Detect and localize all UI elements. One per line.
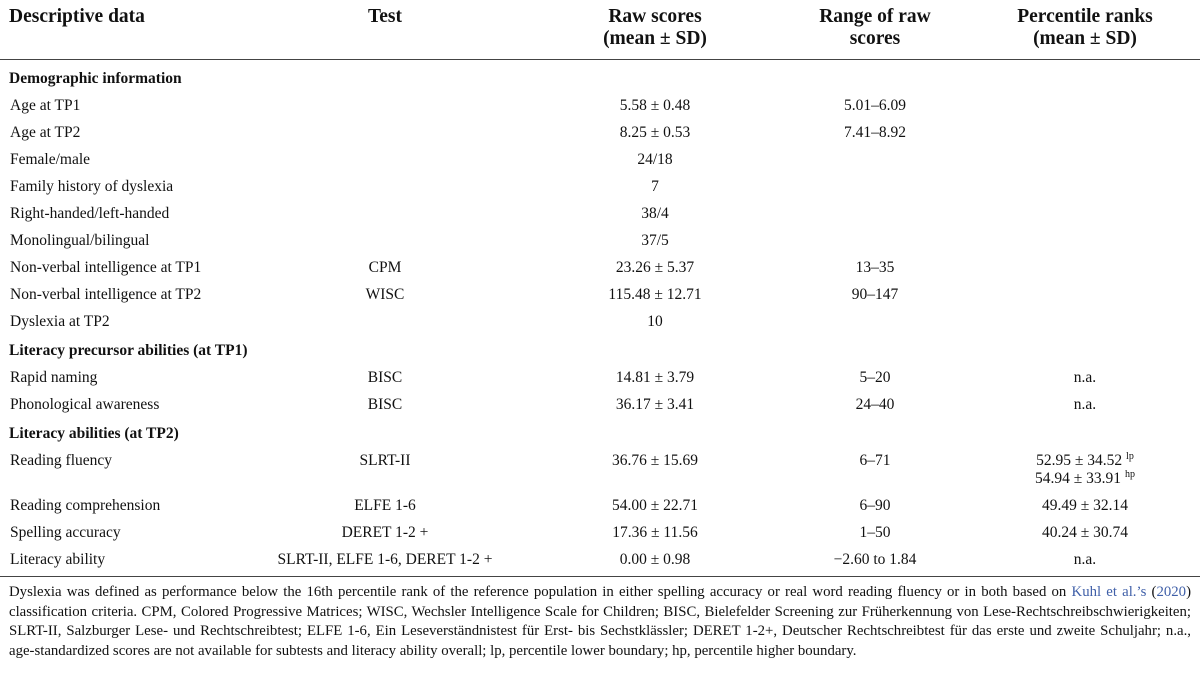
footnote-text-part2: classification criteria. CPM, Colored Progressive Matrices; WISC, Wechsler Intelligence Scale for Children; BISC, Bielefelder Screening zur Früherkennung von Lese-Rechtschreibschwierigkeiten; SLRT-II, Salzburger Lese- und Rechtschreibtest; ELFE 1-6, Ein Leseverständnistest für Erst- bis Sechstklässler; DERET 1-2+, Deutscher Rechtschreibtest für das erste und zweite Schuljahr; n.a., age-standardized scores are not available for subtests and literacy ability overall; lp, percentile lower boundary; hp, percentile higher boundary.: [9, 603, 1191, 659]
row-test: CPM: [368, 259, 402, 276]
header-range-raw-scores: Range of raw scores: [780, 0, 970, 60]
row-label: Spelling accuracy: [10, 524, 121, 541]
row-label: Reading comprehension: [10, 497, 161, 514]
row-percentile: [970, 120, 1200, 147]
table-row: [0, 201, 1200, 228]
row-label: Dyslexia at TP2: [10, 313, 110, 330]
row-label: Literacy ability: [10, 551, 106, 568]
row-test: [240, 120, 530, 147]
section-title: Literacy abilities (at TP2): [9, 425, 179, 442]
percentile-higher-marker: hp: [1124, 468, 1135, 480]
section-row-literacy: [0, 419, 1200, 448]
row-test: [240, 93, 530, 120]
row-test: [240, 309, 530, 336]
row-raw-score: 14.81 ± 3.79: [615, 369, 695, 386]
row-range: [780, 309, 970, 336]
section-row-demographic: [0, 60, 1200, 94]
row-range: 6–71: [859, 452, 891, 469]
row-raw-score: 24/18: [637, 151, 673, 168]
citation-year-link[interactable]: 2020: [1156, 584, 1187, 600]
header-row: [0, 0, 1200, 60]
row-raw-score: 5.58 ± 0.48: [619, 97, 691, 114]
table-row: [0, 282, 1200, 309]
row-test: SLRT-II: [359, 452, 411, 469]
row-test: ELFE 1-6: [354, 497, 416, 514]
row-percentile: [970, 147, 1200, 174]
row-test: [240, 174, 530, 201]
row-percentile: [970, 174, 1200, 201]
citation-close-paren: ): [1186, 584, 1192, 600]
row-raw-score: 54.00 ± 22.71: [611, 497, 698, 514]
row-label: Family history of dyslexia: [10, 178, 174, 195]
citation-authors-link[interactable]: Kuhl et al.’s: [1071, 584, 1147, 600]
table-header: [0, 0, 1200, 60]
row-range: [780, 174, 970, 201]
row-range: 13–35: [855, 259, 895, 276]
table-footnote: [0, 577, 1200, 661]
footnote-text-part1: Dyslexia was defined as performance below the 16th percentile rank of the reference population in either spelling accuracy or real word reading fluency or in both based on: [9, 584, 1072, 600]
row-range: 5.01–6.09: [844, 97, 906, 114]
table-row: [0, 493, 1200, 520]
row-range: 5–20: [859, 369, 891, 386]
percentile-lower-value: 52.95 ± 34.52: [1036, 452, 1123, 469]
section-title: Literacy precursor abilities (at TP1): [9, 342, 248, 359]
row-label: Age at TP1: [10, 97, 81, 114]
row-test: SLRT-II, ELFE 1-6, DERET 1-2 +: [277, 551, 493, 568]
row-percentile: [970, 255, 1200, 282]
table-row: [0, 448, 1200, 493]
row-percentile: [970, 228, 1200, 255]
row-label: Non-verbal intelligence at TP1: [10, 259, 202, 276]
row-percentile: [970, 93, 1200, 120]
row-percentile: [970, 448, 1200, 493]
section-row-precursor: [0, 336, 1200, 365]
row-raw-score: 36.76 ± 15.69: [611, 452, 698, 469]
section-title: Demographic information: [9, 70, 182, 87]
row-test: BISC: [367, 396, 403, 413]
table-row: [0, 93, 1200, 120]
row-range: 1–50: [859, 524, 891, 541]
row-raw-score: 36.17 ± 3.41: [615, 396, 695, 413]
header-descriptive-data: Descriptive data: [0, 0, 240, 60]
percentile-lower-marker: lp: [1126, 450, 1134, 462]
table-row: [0, 174, 1200, 201]
row-raw-score: 10: [647, 313, 663, 330]
table-row: [0, 120, 1200, 147]
row-raw-score: 37/5: [641, 232, 669, 249]
row-range: −2.60 to 1.84: [833, 551, 917, 568]
table-row: [0, 255, 1200, 282]
table-row: [0, 392, 1200, 419]
row-range: 6–90: [859, 497, 891, 514]
table-row: [0, 309, 1200, 336]
row-percentile: n.a.: [1073, 369, 1097, 386]
row-range: [780, 201, 970, 228]
row-range: [780, 228, 970, 255]
row-label: Reading fluency: [10, 452, 113, 469]
row-label: Rapid naming: [10, 369, 98, 386]
header-percentile-ranks: Percentile ranks (mean ± SD): [970, 0, 1200, 60]
table-row: [0, 520, 1200, 547]
header-test: Test: [240, 0, 530, 60]
row-test: BISC: [367, 369, 403, 386]
table-row: [0, 147, 1200, 174]
row-percentile: 40.24 ± 30.74: [1041, 524, 1128, 541]
row-range: 24–40: [855, 396, 895, 413]
table-row: [0, 228, 1200, 255]
table-row: [0, 547, 1200, 577]
row-label: Monolingual/bilingual: [10, 232, 150, 249]
row-range: 7.41–8.92: [844, 124, 906, 141]
row-test: [240, 201, 530, 228]
row-label: Non-verbal intelligence at TP2: [10, 286, 202, 303]
row-raw-score: 8.25 ± 0.53: [619, 124, 691, 141]
row-percentile: [970, 282, 1200, 309]
row-raw-score: 115.48 ± 12.71: [608, 286, 702, 303]
row-percentile: n.a.: [1073, 551, 1097, 568]
row-test: [240, 147, 530, 174]
row-range: [780, 147, 970, 174]
table-row: [0, 365, 1200, 392]
header-raw-scores: Raw scores (mean ± SD): [530, 0, 780, 60]
row-label: Phonological awareness: [10, 396, 160, 413]
row-percentile: [970, 201, 1200, 228]
row-raw-score: 0.00 ± 0.98: [619, 551, 691, 568]
row-raw-score: 7: [651, 178, 659, 195]
row-label: Right-handed/left-handed: [10, 205, 170, 222]
row-test: WISC: [365, 286, 405, 303]
row-test: [240, 228, 530, 255]
percentile-higher-value: 54.94 ± 33.91: [1035, 470, 1122, 487]
row-test: DERET 1-2 +: [341, 524, 429, 541]
row-raw-score: 38/4: [641, 205, 669, 222]
row-range: 90–147: [851, 286, 899, 303]
row-raw-score: 23.26 ± 5.37: [615, 259, 695, 276]
table-body: [0, 60, 1200, 577]
row-percentile: 49.49 ± 32.14: [1041, 497, 1128, 514]
row-label: Age at TP2: [10, 124, 81, 141]
row-raw-score: 17.36 ± 11.56: [612, 524, 698, 541]
citation-open-paren: (: [1146, 584, 1157, 600]
row-percentile: [970, 309, 1200, 336]
row-label: Female/male: [10, 151, 91, 168]
row-percentile: n.a.: [1073, 396, 1097, 413]
